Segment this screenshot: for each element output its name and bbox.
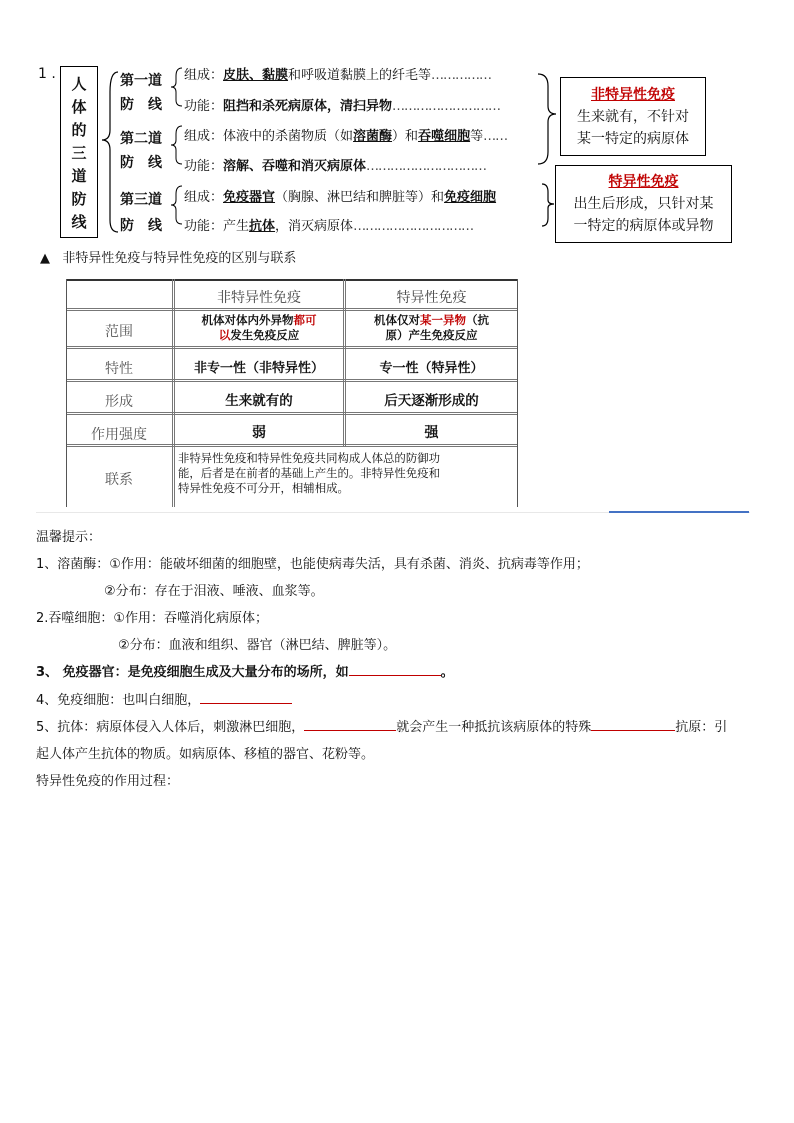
title-char: 三	[71, 144, 87, 162]
tip-3: 3、 免疫器官：是免疫细胞生成及大量分布的场所，如 。	[36, 665, 454, 680]
level-1-label-b: 防 线	[120, 97, 162, 113]
level-1-label: 第一道	[120, 73, 162, 89]
tip-1a: 1、溶菌酶：①作用：能破坏细菌的细胞壁，也能使病毒失活，具有杀菌、消炎、抗病毒等作用；	[36, 557, 589, 572]
fill-blank[interactable]	[200, 691, 292, 704]
nonspecific-text: 某一特定的病原体	[577, 131, 689, 147]
line2-composition: 组成：体液中的杀菌物质（如溶菌酶）和吞噬细胞等……	[184, 129, 508, 144]
row-label: 形成	[105, 394, 133, 410]
col-header: 非特异性免疫	[217, 290, 301, 306]
level-3-label-b: 防 线	[120, 218, 162, 234]
level-3-label: 第三道	[120, 192, 162, 208]
scope-specific: 机体仅对某一异物（抗 原）产生免疫反应	[374, 313, 489, 342]
tip-1b: ②分布：存在于泪液、唾液、血浆等。	[104, 584, 324, 599]
trait-nonspecific: 非专一性（非特异性）	[193, 361, 324, 376]
formation-specific: 后天逐渐形成的	[384, 393, 479, 409]
title-char: 的	[71, 121, 87, 139]
nonspecific-title: 非特异性免疫	[591, 87, 675, 103]
specific-immunity-box	[555, 165, 732, 243]
tip-5-line2: 起人体产生抗体的物质。如病原体、移植的器官、花粉等。	[36, 747, 375, 762]
row-label: 范围	[105, 324, 133, 340]
nonspecific-text: 生来就有，不针对	[577, 109, 689, 125]
relation-text: 非特异性免疫和特异性免疫共同构成人体总的防御功 能，后者是在前者的基础上产生的。非特异性免疫和 特异性免疫不可分开，相辅相成。	[178, 451, 440, 495]
title-char: 体	[71, 98, 87, 116]
tip-2b: ②分布：血液和组织、器官（淋巴结、脾脏等）。	[118, 638, 397, 653]
title-char: 防	[71, 190, 87, 208]
tips-title: 温馨提示：	[36, 530, 102, 545]
line2-function: 功能：溶解、吞噬和消灭病原体…………………………	[184, 159, 487, 174]
specific-text: 一特定的病原体或异物	[573, 218, 714, 234]
tip-2a: 2.吞噬细胞：①作用：吞噬消化病原体；	[36, 611, 269, 626]
process-heading: 特异性免疫的作用过程：	[36, 774, 180, 789]
row-label: 联系	[105, 472, 133, 488]
scope-nonspecific: 机体对体内外异物都可 以发生免疫反应	[201, 313, 317, 342]
blue-line	[609, 511, 749, 513]
level-2-label: 第二道	[120, 131, 162, 147]
specific-text: 出生后形成，只针对某	[573, 196, 714, 212]
fill-blank[interactable]	[304, 718, 396, 731]
line1-function: 功能：阻挡和杀死病原体，清扫异物………………………	[184, 99, 501, 114]
fill-blank[interactable]	[349, 663, 441, 676]
title-char: 人	[71, 75, 87, 93]
row-label: 作用强度	[91, 427, 147, 443]
row-label: 特性	[105, 361, 133, 377]
section-number: 1 .	[38, 66, 56, 82]
level-2-label-b: 防 线	[120, 155, 162, 171]
specific-title: 特异性免疫	[608, 174, 679, 190]
triangle-icon: ▲	[40, 251, 50, 266]
strength-specific: 强	[424, 425, 439, 441]
fill-blank[interactable]	[591, 718, 675, 731]
line3-function: 功能：产生抗体，消灭病原体…………………………	[184, 219, 474, 234]
tip-4: 4、免疫细胞：也叫白细胞，	[36, 689, 292, 708]
strength-nonspecific: 弱	[252, 425, 266, 441]
comparison-heading: ▲ 非特异性免疫与特异性免疫的区别与联系	[40, 251, 297, 266]
comparison-table	[66, 279, 518, 507]
three-lines-title-box	[60, 66, 98, 238]
title-char: 线	[71, 213, 87, 231]
line3-composition: 组成：免疫器官（胸腺、淋巴结和脾脏等）和免疫细胞	[184, 190, 497, 205]
col-header: 特异性免疫	[396, 290, 467, 306]
trait-specific: 专一性（特异性）	[379, 361, 484, 376]
nonspecific-immunity-box	[560, 77, 706, 156]
tip-5: 5、抗体：病原体侵入人体后，刺激淋巴细胞， 就会产生一种抵抗该病原体的特殊 抗原：引	[36, 720, 728, 735]
line1-composition: 组成：皮肤、黏膜和呼吸道黏膜上的纤毛等……………	[184, 68, 492, 83]
title-char: 道	[71, 167, 87, 185]
formation-nonspecific: 生来就有的	[225, 393, 293, 409]
